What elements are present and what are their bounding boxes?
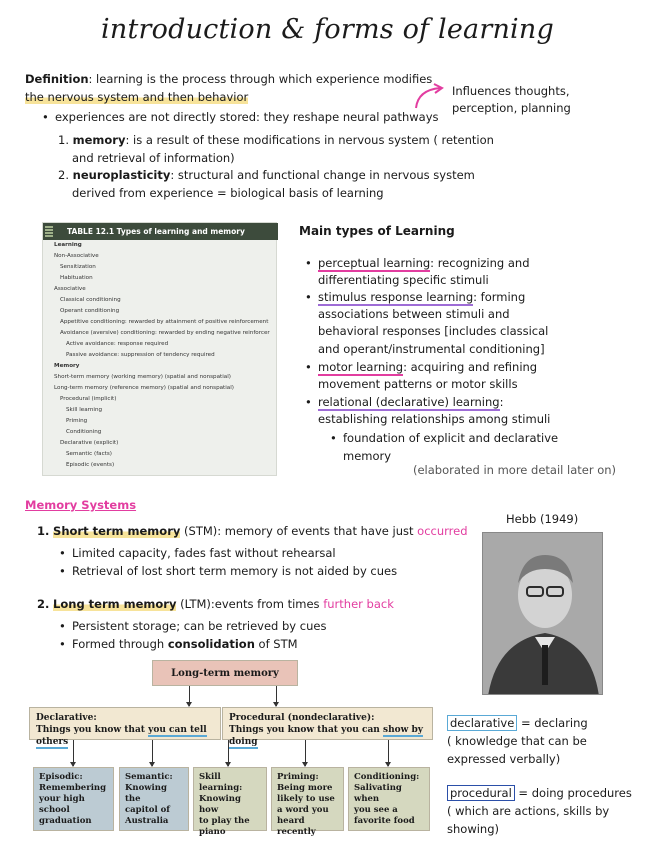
- bullet-stimulus-response: [318, 288, 525, 306]
- leaf-line: Australia: [125, 816, 169, 826]
- leaf-line: Being more: [277, 783, 333, 793]
- relational-term: relational (declarative) learning: [318, 395, 500, 409]
- stimulus-response-text-2: associations between stimuli and: [318, 307, 510, 321]
- leaf-line: Skill learning:: [199, 772, 243, 793]
- stm-rest: (STM): memory of events that have just: [180, 524, 418, 538]
- sub-bullet: [343, 429, 558, 447]
- experiences-bullet: [55, 108, 439, 126]
- table-row: Learning: [54, 242, 82, 248]
- bullet-motor: [318, 358, 537, 376]
- hebb-caption: Hebb (1949): [506, 512, 579, 526]
- neuroplasticity-cont: derived from experience = biological basis of learning: [72, 186, 384, 200]
- memory-cont: and retrieval of information): [72, 151, 235, 165]
- procedural-underline: show by doing: [229, 725, 424, 747]
- arrow-to-semantic: [152, 740, 153, 766]
- experiences-text: • experiences are not directly stored: they reshape neural pathways: [55, 110, 439, 124]
- leaf-line: Knowing the: [125, 783, 167, 804]
- table-row: Habituation: [60, 275, 93, 281]
- table-row: Skill learning: [66, 407, 103, 413]
- table-stripes-icon: [45, 226, 53, 237]
- ltm-term: Long term memory: [53, 597, 177, 611]
- sub-bullet-text-2: memory: [343, 449, 392, 463]
- stm-num: 1.: [37, 524, 50, 538]
- leaf-line: your high school: [39, 794, 85, 815]
- stm-bullet-2-text: Retrieval of lost short term memory is not aided by cues: [72, 564, 398, 578]
- leaf-line: a word you: [277, 805, 329, 815]
- procedural-title: Procedural (nondeclarative):: [229, 713, 375, 723]
- leaf-line: favorite food: [354, 816, 415, 826]
- table-row: Conditioning: [66, 429, 102, 435]
- memory-term: memory: [72, 133, 126, 147]
- memory-systems-heading: Memory Systems: [25, 498, 137, 512]
- ltm-num: 2.: [37, 597, 50, 611]
- leaf-line: Remembering: [39, 783, 107, 793]
- definition-label: Definition: [25, 72, 89, 86]
- portrait-icon: [483, 533, 603, 695]
- procedural-boxed: procedural: [447, 785, 515, 801]
- leaf-line: Episodic:: [39, 772, 83, 782]
- neuroplasticity-num: 2.: [58, 168, 69, 182]
- stimulus-response-text-4: and operant/instrumental conditioning]: [318, 342, 545, 356]
- table-row: Sensitization: [60, 264, 96, 270]
- table-row: Long-term memory (reference memory) (spatial and nonspatial): [54, 385, 234, 391]
- ltm-pink: further back: [323, 597, 394, 611]
- ltm-bullet-2-post: of STM: [254, 637, 298, 651]
- skill-learning-box: [193, 767, 267, 837]
- bullet-perceptual: [318, 254, 530, 272]
- memory-rest: : is a result of these modifications in nervous system ( retention: [125, 133, 494, 147]
- declarative-def: [447, 714, 588, 732]
- declarative-title: Declarative:: [36, 713, 97, 723]
- table-row: Priming: [66, 418, 88, 424]
- stimulus-response-text-3: behavioral responses [includes classical: [318, 324, 549, 338]
- semantic-box: [119, 767, 189, 831]
- table-row: Declarative (explicit): [60, 440, 119, 446]
- table-row: Active avoidance: response required: [66, 341, 169, 347]
- elaborated-note: (elaborated in more detail later on): [413, 463, 617, 477]
- main-types-heading: Main types of Learning: [299, 224, 455, 238]
- arrow-to-procedural: [276, 686, 277, 706]
- memory-num: 1.: [58, 133, 69, 147]
- declarative-box: [29, 707, 221, 747]
- side-note-1: Influences thoughts,: [452, 84, 570, 98]
- side-note-2: perception, planning: [452, 101, 571, 115]
- table-row: Procedural (implicit): [60, 396, 117, 402]
- procedural-desc: Things you know that you can: [229, 725, 383, 735]
- table-row: Appetitive conditioning: rewarded by attainment of positive reinforcement: [60, 319, 269, 325]
- ltm-rest: (LTM):events from times: [176, 597, 324, 611]
- stm-pink: occurred: [417, 524, 468, 538]
- definition-text-2: the nervous system and then behavior: [25, 90, 249, 104]
- ltm-item: [37, 595, 394, 613]
- procedural-box: [222, 707, 433, 747]
- declarative-def-3: expressed verbally): [447, 752, 561, 766]
- ltm-box: Long-term memory: [152, 660, 298, 686]
- table-row: Operant conditioning: [60, 308, 120, 314]
- leaf-line: Salivating when: [354, 783, 402, 804]
- table-row: Semantic (facts): [66, 451, 112, 457]
- definition-text-1: : learning is the process through which experience modifies: [88, 72, 433, 86]
- table-row: Non-Associative: [54, 253, 99, 259]
- page-title: [0, 14, 655, 45]
- ltm-bullet-2-bold: consolidation: [167, 637, 255, 651]
- table-row: Memory: [54, 363, 80, 369]
- declarative-underline: you can tell others: [36, 725, 207, 747]
- leaf-line: Semantic:: [125, 772, 173, 782]
- neuroplasticity-term: neuroplasticity: [72, 168, 171, 182]
- motor-text-2: movement patterns or motor skills: [318, 377, 518, 391]
- table-row: Passive avoidance: suppression of tendency required: [66, 352, 215, 358]
- definition-line-2: [25, 88, 248, 106]
- leaf-line: piano: [199, 827, 226, 837]
- ltm-bullet-1: [72, 617, 326, 635]
- perceptual-term: perceptual learning: [318, 256, 431, 270]
- procedural-eq: = doing procedures: [514, 786, 632, 800]
- declarative-desc: Things you know that: [36, 725, 149, 735]
- arrow-to-conditioning: [388, 740, 389, 766]
- conditioning-box: [348, 767, 430, 831]
- stm-item: [37, 522, 468, 540]
- relational-text-2: establishing relationships among stimuli: [318, 412, 551, 426]
- episodic-box: [33, 767, 114, 831]
- leaf-line: capitol of: [125, 805, 170, 815]
- priming-box: [271, 767, 344, 837]
- arrow-to-episodic: [73, 740, 74, 766]
- page-title-text: introduction & forms of learning: [101, 14, 554, 45]
- stimulus-response-term: stimulus response learning: [318, 290, 474, 304]
- motor-text-1: : acquiring and refining: [403, 360, 538, 374]
- table-header: [43, 223, 278, 240]
- relational-text-1: :: [499, 395, 504, 409]
- leaf-line: Conditioning:: [354, 772, 420, 782]
- stm-bullet-2: [72, 562, 397, 580]
- table-row: Classical conditioning: [60, 297, 121, 303]
- definition-line-1: [25, 70, 432, 88]
- table-header-text: TABLE 12.1 Types of learning and memory: [67, 227, 245, 236]
- arrow-to-declarative: [189, 686, 190, 706]
- table-row: Avoidance (aversive) conditioning: rewarded by ending negative reinforcer: [60, 330, 270, 336]
- procedural-def-2: ( which are actions, skills by: [447, 804, 610, 818]
- sub-bullet-text-1: foundation of explicit and declarative: [343, 431, 559, 445]
- leaf-line: likely to use: [277, 794, 335, 804]
- perceptual-text-2: differentiating specific stimuli: [318, 273, 489, 287]
- pink-arrow-icon: [412, 82, 448, 110]
- perceptual-text-1: : recognizing and: [430, 256, 530, 270]
- ltm-bullet-1-text: Persistent storage; can be retrieved by cues: [72, 619, 327, 633]
- table-row: Short-term memory (working memory) (spatial and nonspatial): [54, 374, 231, 380]
- table-row: Associative: [54, 286, 86, 292]
- title-highlight: [120, 54, 520, 62]
- leaf-line: you see a: [354, 805, 398, 815]
- neuroplasticity-rest: : structural and functional change in nervous system: [170, 168, 475, 182]
- stm-bullet-1: [72, 544, 336, 562]
- memory-item: [58, 131, 494, 149]
- learning-types-table: [42, 222, 277, 476]
- neuroplasticity-item: [58, 166, 475, 184]
- ltm-bullet-2-pre: Formed through: [72, 637, 168, 651]
- declarative-eq: = declaring: [517, 716, 588, 730]
- motor-term: motor learning: [318, 360, 404, 374]
- table-row: Episodic (events): [66, 462, 115, 468]
- arrow-to-priming: [305, 740, 306, 766]
- procedural-def: [447, 784, 632, 802]
- declarative-def-2: ( knowledge that can be: [447, 734, 587, 748]
- stm-term: Short term memory: [53, 524, 181, 538]
- procedural-def-3: showing): [447, 822, 499, 836]
- leaf-line: Priming:: [277, 772, 319, 782]
- arrow-to-skill: [228, 740, 229, 766]
- ltm-bullet-2: [72, 635, 298, 653]
- bullet-relational: [318, 393, 503, 411]
- declarative-boxed: declarative: [447, 715, 517, 731]
- stimulus-response-text-1: : forming: [473, 290, 526, 304]
- leaf-line: Knowing how: [199, 794, 241, 815]
- leaf-line: heard recently: [277, 816, 316, 837]
- stm-bullet-1-text: Limited capacity, fades fast without rehearsal: [72, 546, 336, 560]
- leaf-line: graduation: [39, 816, 92, 826]
- leaf-line: to play the: [199, 816, 250, 826]
- hebb-photo: [482, 532, 603, 695]
